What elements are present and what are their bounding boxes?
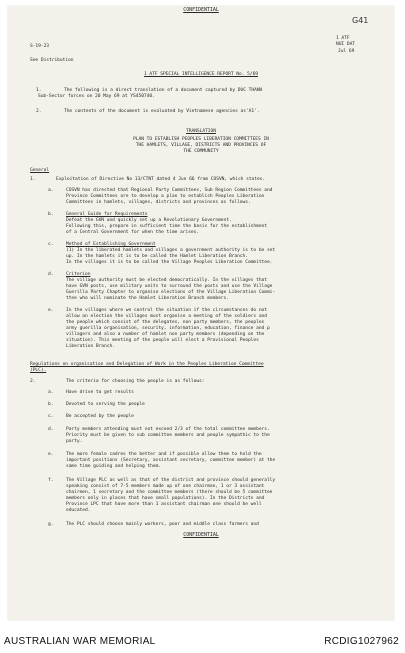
regulations-heading: (PLC). (30, 368, 47, 373)
general-c-line: (1) In the liberated hamlets and villages a government authority is to be set (66, 248, 276, 253)
criterion-e-line: important positions (Secretary, assistant secretary, committee member) at the (66, 458, 276, 463)
criterion-e-line: The more female cadres the better and if possible allow them to hold the (66, 452, 262, 457)
section-general-heading: General (30, 168, 50, 173)
classification-bottom: CONFIDENTIAL (183, 532, 219, 538)
item-label: a. (48, 390, 54, 395)
translation-label: TRANSLATION (186, 129, 216, 134)
item-label: d. (48, 272, 54, 277)
intro-p1-line: The following is a direct translation of a document captured by DUC THANH (64, 88, 263, 93)
criterion-d-line: Priority must be given to sub committee members and people sympathic to the (66, 433, 270, 438)
general-p1: Exploitation of Directive No 13/CTNT dated 4 Jun 66 from COSVN, which states. (56, 177, 266, 182)
general-a-line: COSVN has directed that Regional Party Committees, Sub Region Committees and (66, 188, 273, 193)
general-d-line: Guerilla Party Chapter to organise elections of the Village Liberation Commi- (66, 290, 276, 295)
criterion-f-line: Province LPC that have more than 1 assistant chairman one should be well (66, 502, 262, 507)
intro-p2-line: The contents of the document is evaluated by Vietnamese agencies as'A1'. (64, 109, 260, 114)
item-label: e. (48, 452, 54, 457)
general-b-line: Following this, prepare in sufficient time the basis for the establishment (66, 224, 267, 229)
general-d-heading: Criterion (66, 272, 91, 277)
criterion-d-line: party. (66, 439, 83, 444)
location: NUI DAT (336, 42, 356, 47)
general-c-line: up. In the hamlets it is to be called the Hamlet Liberation Branch. (66, 254, 248, 259)
item-label: b. (48, 212, 54, 217)
archive-footer (0, 630, 405, 653)
criterion-f-line: The Village PLC as well as that of the district and province should generally (66, 478, 276, 483)
distribution: See Distribution (30, 58, 74, 63)
criterion-line: Be accepted by the people (66, 414, 134, 419)
translation-heading: THE HAMLETS, VILLAGE, DISTRICTS AND PROVINCES OF (135, 143, 267, 148)
regulations-heading: Regulations on organisation and Delegation of Work in the Peoples Liberation Committee (30, 362, 264, 367)
general-c-line: In the villages it is to be called the Village Peoples Liberation Committee. (66, 260, 273, 265)
item-label: a. (48, 188, 54, 193)
reference-number: S-19-23 (30, 44, 50, 49)
classification-top: CONFIDENTIAL (183, 7, 219, 13)
general-d-line: ttee who will nominate the Hamlet Liberation Branch members. (66, 296, 229, 301)
general-e-line: the people which consist of the delegates, non party members, the peoples (66, 320, 265, 325)
general-e-line: Liberation Branch. (66, 344, 115, 349)
criterion-f-line: speaking consist of 7-5 members made up of one chairman, 1 or 3 assistant (66, 484, 265, 489)
intro-p2-num: 2. (36, 109, 42, 114)
criterion-f-line: chairmen, 1 secretary and the committee members (there should be 5 committee (66, 490, 273, 495)
archive-name: AUSTRALIAN WAR MEMORIAL (4, 636, 156, 647)
regulations-p2: The criteria for choosing the people is as follows: (66, 379, 205, 384)
item-label: c. (48, 414, 54, 419)
general-e-line: army guerilla organisation, security, information, education, finance and p (66, 326, 270, 331)
item-label: e. (48, 308, 54, 313)
document-page (8, 6, 394, 620)
item-label: d. (48, 427, 54, 432)
general-e-line: situation). This meeting of the people will elect a Provisional Peoples (66, 338, 259, 343)
regulations-p2-num: 2. (30, 379, 36, 384)
report-title: 1 ATF SPECIAL INTELLIGENCE REPORT No. 5/69 (143, 72, 259, 77)
general-e-line: villagers and also a number of hamlet non party members (depending on the (66, 332, 265, 337)
general-p1-num: 1. (30, 177, 36, 182)
general-b-heading: General Guide for Requirements (66, 212, 148, 217)
criterion-line: Have drive to get results (66, 390, 134, 395)
criterion-d-line: Party members attending must not exceed 2/3 of the total committee members. (66, 427, 270, 432)
general-a-line: Committees in hamlets, villages, districts and provinces as follows. (66, 200, 251, 205)
item-label: g. (48, 522, 54, 527)
general-b-line: Defeat the GVN and quickly set up a Revolutionary Government. (66, 218, 232, 223)
criterion-g-line: The PLC should choose mainly workers, poor and middle class farmers and (66, 522, 259, 527)
general-c-heading: Method of Establishing Government (66, 242, 156, 247)
intro-p1-line: Sub-Sector forces on 20 May 69 at YS450740. (38, 94, 155, 99)
item-label: b. (48, 402, 54, 407)
handwritten-annotation: G41 (352, 16, 369, 25)
general-d-line: The village authority must be elected democratically. In the villages that (66, 278, 267, 283)
item-label: f. (48, 478, 54, 483)
archive-reference: RCDIG1027962 (324, 636, 399, 647)
intro-p1-num: 1. (36, 88, 42, 93)
criterion-f-line: members only in places that have small populations). In the Districts and (66, 496, 265, 501)
general-d-line: have GVN posts, use military units to surround the posts and use the Village (66, 284, 273, 289)
date: Jul 69 (338, 49, 355, 54)
unit: 1 ATF (336, 36, 350, 41)
item-label: c. (48, 242, 54, 247)
general-b-line: of a Central Government for when the time arises. (66, 230, 200, 235)
general-e-line: allow an election the villages must organise a meeting of the soldiers and (66, 314, 267, 319)
general-a-line: Province Committees are to develop a plan to establish Peoples Liberation (66, 194, 265, 199)
translation-heading: THE COMMUNITY (183, 149, 219, 154)
translation-heading: PLAN TO ESTABLISH PEOPLES LIBERATION COMMITTEES IN (133, 137, 269, 142)
general-e-line: In the villages where we control the situation if the circumstances do not (66, 308, 267, 313)
criterion-e-line: same time guiding and helping them. (66, 464, 162, 469)
criterion-line: Devoted to serving the people (66, 402, 145, 407)
criterion-f-line: educated. (66, 508, 91, 513)
